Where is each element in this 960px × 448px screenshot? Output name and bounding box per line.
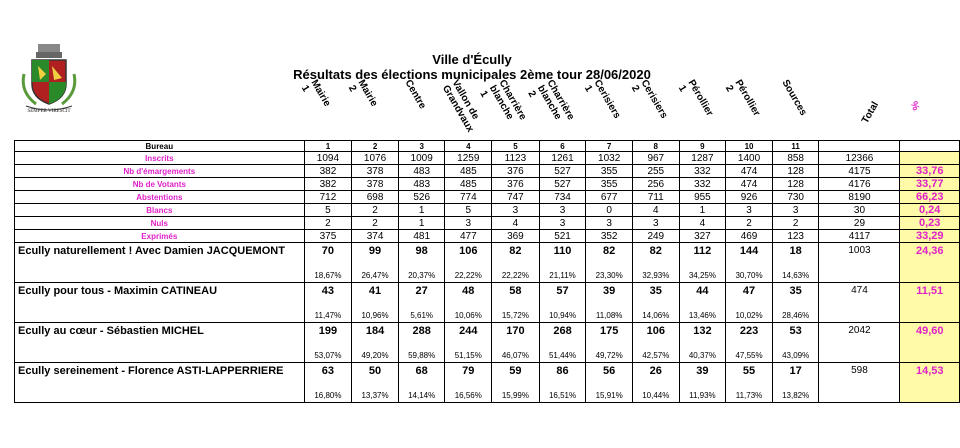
table-cell: 1259	[445, 152, 492, 165]
table-cell: 1076	[352, 152, 399, 165]
table-cell: 382	[304, 165, 352, 178]
candidate-row	[15, 323, 960, 339]
vote-count: 50	[352, 363, 399, 379]
vote-percent: 59,88%	[398, 338, 445, 363]
vote-percent: 47,55%	[726, 338, 773, 363]
percent-cell: 49,60	[900, 323, 960, 339]
vote-percent: 20,37%	[398, 258, 445, 283]
total-cell: 29	[819, 217, 900, 230]
bureau-number: 7	[586, 141, 633, 152]
vote-percent: 14,06%	[632, 298, 679, 323]
vote-percent: 10,94%	[539, 298, 586, 323]
table-cell: 2	[726, 217, 773, 230]
table-cell: 1400	[726, 152, 773, 165]
vote-percent: 15,72%	[492, 298, 540, 323]
table-cell: 256	[632, 178, 679, 191]
table-cell: 677	[586, 191, 633, 204]
vote-count: 288	[398, 323, 445, 339]
table-cell: 483	[398, 178, 445, 191]
vote-count: 98	[398, 243, 445, 259]
table-cell: 376	[492, 165, 540, 178]
vote-percent: 22,22%	[445, 258, 492, 283]
vote-count: 268	[539, 323, 586, 339]
vote-count: 199	[304, 323, 352, 339]
table-cell: 0	[586, 204, 633, 217]
row-label: Inscrits	[15, 152, 305, 165]
svg-text:SEMPER VIRESCIT: SEMPER VIRESCIT	[27, 109, 71, 114]
table-cell	[15, 338, 305, 363]
percent-cell: 0,24	[900, 204, 960, 217]
candidate-name: Ecully sereinement - Florence ASTI-LAPPERRIERE	[15, 363, 305, 379]
vote-percent: 13,46%	[679, 298, 726, 323]
percent-cell	[900, 378, 960, 403]
vote-count: 82	[586, 243, 633, 259]
table-cell: 527	[539, 165, 586, 178]
vote-count: 35	[772, 283, 819, 299]
column-header: Charrière blanche 2	[525, 78, 577, 123]
table-cell: 3	[539, 204, 586, 217]
page-subtitle: Résultats des élections municipales 2ème tour 28/06/2020	[293, 67, 651, 82]
column-header: Sources	[779, 78, 809, 118]
table-cell	[15, 378, 305, 403]
column-header: %	[907, 100, 922, 113]
table-cell: 1094	[304, 152, 352, 165]
vote-percent: 34,25%	[679, 258, 726, 283]
stat-row	[15, 204, 960, 217]
vote-count: 244	[445, 323, 492, 339]
table-cell: 1	[398, 204, 445, 217]
candidate-row	[15, 243, 960, 259]
percent-cell	[900, 152, 960, 165]
total-cell: 4117	[819, 230, 900, 243]
vote-count: 175	[586, 323, 633, 339]
vote-percent: 43,09%	[772, 338, 819, 363]
table-cell: 2	[352, 204, 399, 217]
table-cell	[819, 338, 900, 363]
table-cell: 355	[586, 178, 633, 191]
table-cell: 1287	[679, 152, 726, 165]
percent-cell: 33,29	[900, 230, 960, 243]
vote-count: 86	[539, 363, 586, 379]
table-cell: 474	[726, 178, 773, 191]
table-cell: 747	[492, 191, 540, 204]
bureau-number: 1	[304, 141, 352, 152]
vote-count: 58	[492, 283, 540, 299]
vote-count: 26	[632, 363, 679, 379]
table-cell: 858	[772, 152, 819, 165]
table-cell: 1	[679, 204, 726, 217]
table-cell: 1	[398, 217, 445, 230]
table-cell: 3	[445, 217, 492, 230]
vote-percent: 53,07%	[304, 338, 352, 363]
column-header: Mairie 2	[345, 78, 380, 109]
percent-cell: 11,51	[900, 283, 960, 299]
table-cell: 376	[492, 178, 540, 191]
vote-percent: 10,44%	[632, 378, 679, 403]
table-cell: 2	[352, 217, 399, 230]
table-cell: 730	[772, 191, 819, 204]
table-cell: 481	[398, 230, 445, 243]
vote-percent: 21,11%	[539, 258, 586, 283]
row-label: Bureau	[15, 141, 305, 152]
vote-percent: 13,82%	[772, 378, 819, 403]
vote-percent: 16,51%	[539, 378, 586, 403]
vote-percent: 40,37%	[679, 338, 726, 363]
column-header: Charrière blanche 1	[477, 78, 529, 123]
vote-count: 106	[632, 323, 679, 339]
candidate-row	[15, 283, 960, 299]
vote-count: 41	[352, 283, 399, 299]
vote-count: 79	[445, 363, 492, 379]
row-label: Blancs	[15, 204, 305, 217]
stat-row	[15, 165, 960, 178]
table-cell: 469	[726, 230, 773, 243]
vote-percent: 46,07%	[492, 338, 540, 363]
vote-percent: 5,61%	[398, 298, 445, 323]
table-cell: 255	[632, 165, 679, 178]
table-cell: 4	[632, 204, 679, 217]
table-cell: 332	[679, 178, 726, 191]
table-cell: 4	[492, 217, 540, 230]
stat-row	[15, 178, 960, 191]
stat-row	[15, 230, 960, 243]
table-cell: 967	[632, 152, 679, 165]
table-cell	[819, 141, 900, 152]
table-cell	[15, 258, 305, 283]
vote-percent: 14,63%	[772, 258, 819, 283]
vote-percent: 22,22%	[492, 258, 540, 283]
row-label: Exprimés	[15, 230, 305, 243]
vote-count: 112	[679, 243, 726, 259]
table-cell: 3	[772, 204, 819, 217]
results-table	[14, 140, 960, 403]
table-cell: 382	[304, 178, 352, 191]
bureau-number: 6	[539, 141, 586, 152]
total-cell: 12366	[819, 152, 900, 165]
table-cell: 128	[772, 165, 819, 178]
table-cell: 2	[304, 217, 352, 230]
vote-count: 68	[398, 363, 445, 379]
table-cell: 711	[632, 191, 679, 204]
percent-cell	[900, 338, 960, 363]
vote-percent: 14,14%	[398, 378, 445, 403]
vote-count: 55	[726, 363, 773, 379]
total-cell: 4175	[819, 165, 900, 178]
total-cell: 474	[819, 283, 900, 299]
table-cell: 3	[492, 204, 540, 217]
vote-percent: 11,08%	[586, 298, 633, 323]
column-header: Total	[860, 99, 882, 126]
stat-row	[15, 152, 960, 165]
vote-count: 39	[679, 363, 726, 379]
total-cell: 1003	[819, 243, 900, 259]
total-cell: 2042	[819, 323, 900, 339]
vote-percent: 23,30%	[586, 258, 633, 283]
vote-percent: 26,47%	[352, 258, 399, 283]
row-label: Nuls	[15, 217, 305, 230]
total-cell: 8190	[819, 191, 900, 204]
vote-percent: 49,72%	[586, 338, 633, 363]
column-header: Centre	[402, 78, 428, 111]
table-cell: 369	[492, 230, 540, 243]
table-cell: 5	[304, 204, 352, 217]
column-header: Mairie 1	[298, 78, 333, 109]
table-cell: 5	[445, 204, 492, 217]
bureau-number: 9	[679, 141, 726, 152]
vote-count: 53	[772, 323, 819, 339]
candidate-percent-row	[15, 338, 960, 363]
table-cell: 123	[772, 230, 819, 243]
page-title: Ville d'Écully	[432, 52, 512, 67]
vote-percent: 18,67%	[304, 258, 352, 283]
table-cell: 4	[679, 217, 726, 230]
table-cell: 378	[352, 178, 399, 191]
vote-count: 56	[586, 363, 633, 379]
vote-percent: 11,93%	[679, 378, 726, 403]
vote-percent: 11,47%	[304, 298, 352, 323]
table-cell: 3	[726, 204, 773, 217]
table-cell: 1123	[492, 152, 540, 165]
vote-count: 35	[632, 283, 679, 299]
candidate-percent-row	[15, 298, 960, 323]
candidate-name: Ecully naturellement ! Avec Damien JACQUEMONT	[15, 243, 305, 259]
vote-percent: 15,91%	[586, 378, 633, 403]
table-cell: 3	[632, 217, 679, 230]
bureau-number: 11	[772, 141, 819, 152]
table-cell	[819, 298, 900, 323]
vote-count: 57	[539, 283, 586, 299]
vote-percent: 28,46%	[772, 298, 819, 323]
table-cell: 1261	[539, 152, 586, 165]
table-cell: 712	[304, 191, 352, 204]
vote-count: 44	[679, 283, 726, 299]
vote-count: 106	[445, 243, 492, 259]
vote-percent: 13,37%	[352, 378, 399, 403]
vote-count: 144	[726, 243, 773, 259]
vote-count: 70	[304, 243, 352, 259]
vote-count: 82	[492, 243, 540, 259]
column-header: Pérollier 2	[722, 78, 763, 119]
vote-count: 132	[679, 323, 726, 339]
vote-count: 99	[352, 243, 399, 259]
table-cell: 526	[398, 191, 445, 204]
table-cell: 521	[539, 230, 586, 243]
table-cell: 774	[445, 191, 492, 204]
candidate-row	[15, 363, 960, 379]
table-cell: 378	[352, 165, 399, 178]
row-label: Nb d'émargements	[15, 165, 305, 178]
percent-cell: 24,36	[900, 243, 960, 259]
percent-cell: 14,53	[900, 363, 960, 379]
candidate-percent-row	[15, 378, 960, 403]
bureau-row	[15, 141, 960, 152]
percent-cell: 33,77	[900, 178, 960, 191]
table-cell: 1032	[586, 152, 633, 165]
vote-count: 170	[492, 323, 540, 339]
vote-percent: 32,93%	[632, 258, 679, 283]
column-header: Cerisiers 2	[628, 78, 670, 121]
table-cell: 3	[539, 217, 586, 230]
table-cell: 483	[398, 165, 445, 178]
vote-percent: 10,96%	[352, 298, 399, 323]
bureau-number: 3	[398, 141, 445, 152]
vote-percent: 30,70%	[726, 258, 773, 283]
percent-cell: 0,23	[900, 217, 960, 230]
vote-count: 82	[632, 243, 679, 259]
vote-percent: 10,06%	[445, 298, 492, 323]
vote-percent: 51,44%	[539, 338, 586, 363]
table-cell: 926	[726, 191, 773, 204]
vote-count: 43	[304, 283, 352, 299]
table-cell: 352	[586, 230, 633, 243]
table-cell	[819, 258, 900, 283]
table-cell: 128	[772, 178, 819, 191]
vote-count: 27	[398, 283, 445, 299]
vote-count: 110	[539, 243, 586, 259]
table-cell: 734	[539, 191, 586, 204]
vote-count: 59	[492, 363, 540, 379]
table-cell: 249	[632, 230, 679, 243]
table-cell: 698	[352, 191, 399, 204]
stat-row	[15, 217, 960, 230]
table-cell: 955	[679, 191, 726, 204]
candidate-name: Ecully pour tous - Maximin CATINEAU	[15, 283, 305, 299]
table-cell	[900, 141, 960, 152]
vote-percent: 10,02%	[726, 298, 773, 323]
total-cell: 598	[819, 363, 900, 379]
candidate-name: Ecully au cœur - Sébastien MICHEL	[15, 323, 305, 339]
total-cell: 30	[819, 204, 900, 217]
vote-percent: 16,56%	[445, 378, 492, 403]
table-cell: 332	[679, 165, 726, 178]
table-cell: 477	[445, 230, 492, 243]
vote-count: 17	[772, 363, 819, 379]
bureau-number: 8	[632, 141, 679, 152]
vote-percent: 42,57%	[632, 338, 679, 363]
vote-count: 184	[352, 323, 399, 339]
vote-percent: 49,20%	[352, 338, 399, 363]
percent-cell	[900, 258, 960, 283]
percent-cell	[900, 298, 960, 323]
column-header: Pérollier 1	[675, 78, 716, 119]
bureau-number: 2	[352, 141, 399, 152]
table-cell: 327	[679, 230, 726, 243]
table-cell: 474	[726, 165, 773, 178]
table-cell: 355	[586, 165, 633, 178]
vote-percent: 11,73%	[726, 378, 773, 403]
table-cell: 374	[352, 230, 399, 243]
vote-count: 48	[445, 283, 492, 299]
table-cell	[15, 298, 305, 323]
vote-count: 223	[726, 323, 773, 339]
column-header: Vallon de Grandvaux	[439, 78, 481, 135]
candidate-percent-row	[15, 258, 960, 283]
table-cell: 485	[445, 178, 492, 191]
vote-percent: 16,80%	[304, 378, 352, 403]
table-cell: 1009	[398, 152, 445, 165]
vote-count: 47	[726, 283, 773, 299]
total-cell: 4176	[819, 178, 900, 191]
column-header: Cerisiers 1	[581, 78, 623, 121]
bureau-number: 4	[445, 141, 492, 152]
vote-count: 63	[304, 363, 352, 379]
stat-row	[15, 191, 960, 204]
vote-percent: 15,99%	[492, 378, 540, 403]
row-label: Nb de Votants	[15, 178, 305, 191]
table-cell: 2	[772, 217, 819, 230]
vote-count: 39	[586, 283, 633, 299]
row-label: Abstentions	[15, 191, 305, 204]
bureau-number: 10	[726, 141, 773, 152]
bureau-number: 5	[492, 141, 540, 152]
vote-count: 18	[772, 243, 819, 259]
percent-cell: 66,23	[900, 191, 960, 204]
table-cell: 3	[586, 217, 633, 230]
vote-percent: 51,15%	[445, 338, 492, 363]
table-cell	[819, 378, 900, 403]
percent-cell: 33,76	[900, 165, 960, 178]
table-cell: 485	[445, 165, 492, 178]
table-cell: 375	[304, 230, 352, 243]
table-cell: 527	[539, 178, 586, 191]
